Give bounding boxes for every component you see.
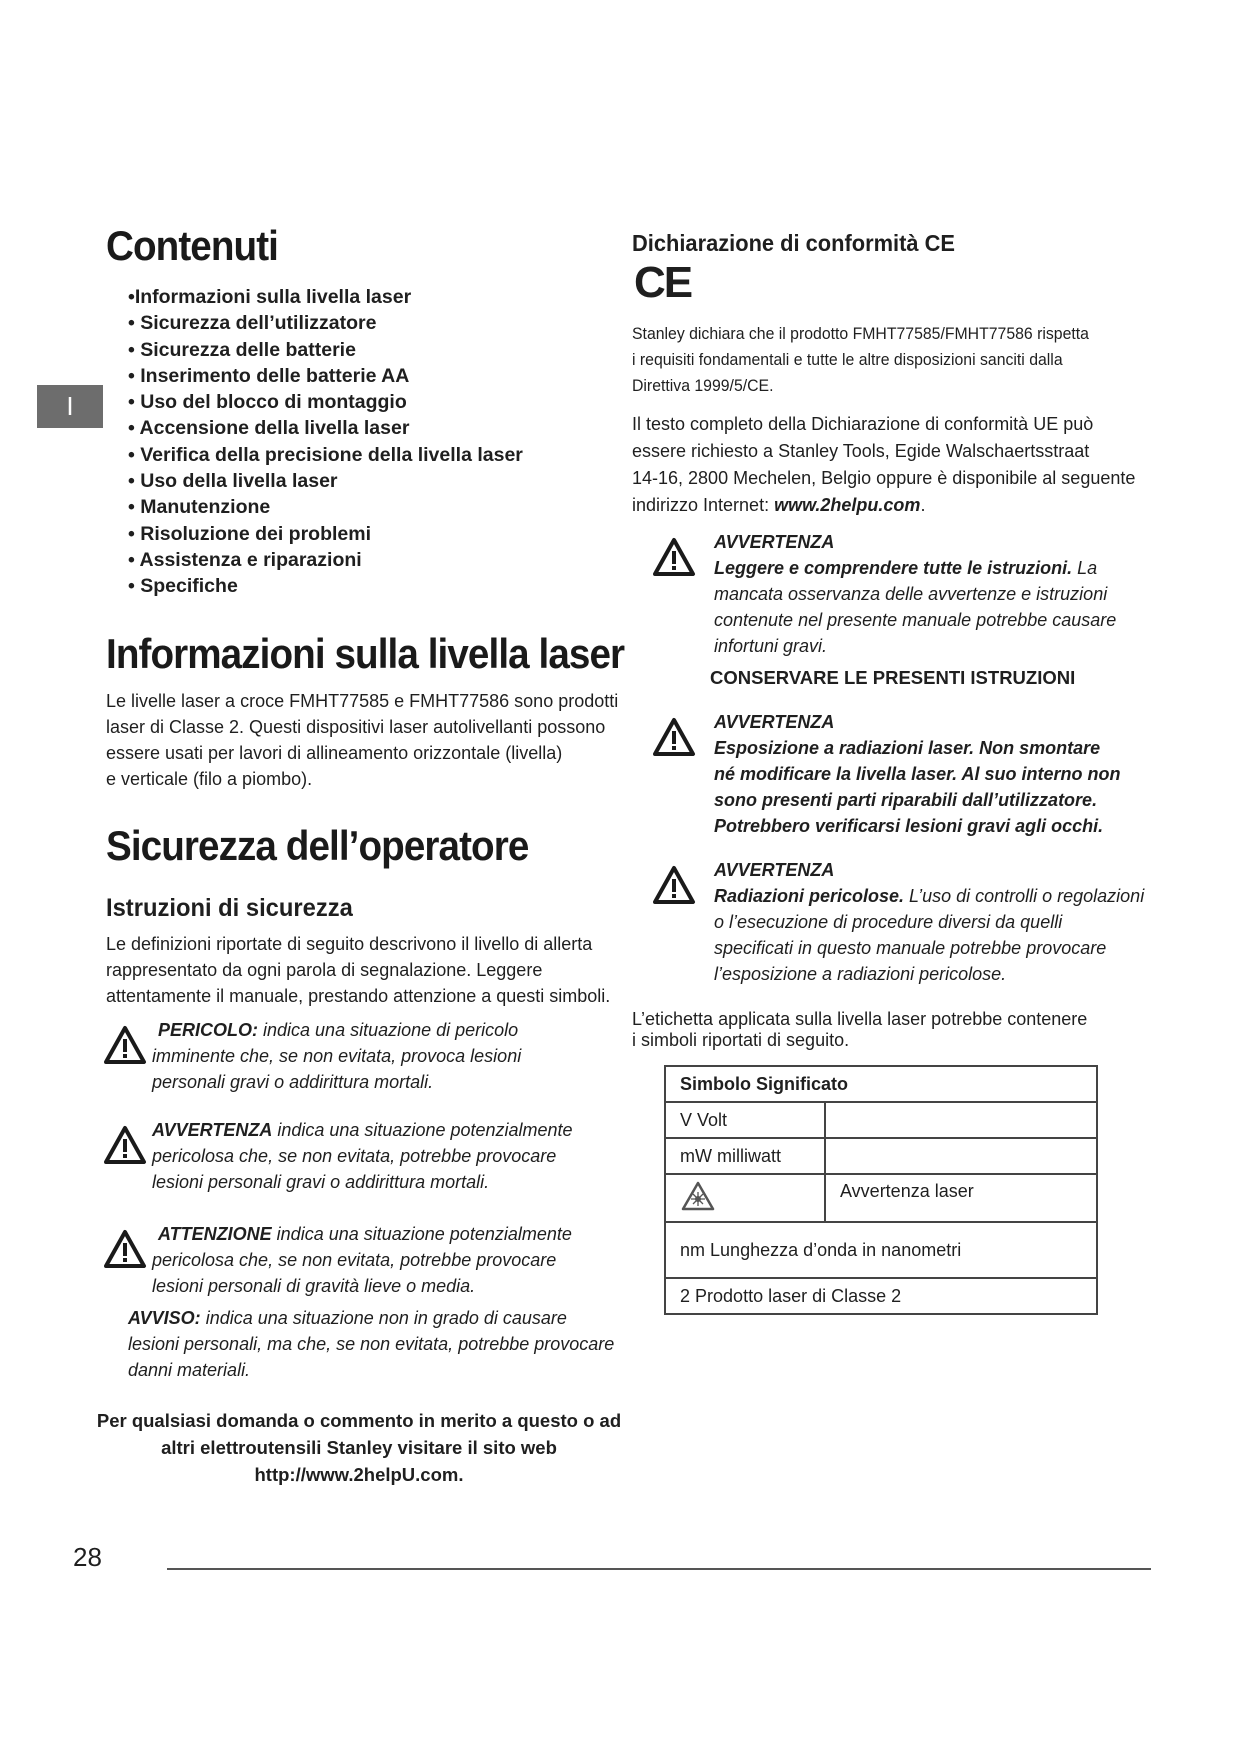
warning-triangle-icon: [652, 865, 696, 905]
table-row: [665, 1174, 1097, 1222]
contents-item[interactable]: • Uso del blocco di montaggio: [128, 391, 407, 414]
contents-item[interactable]: • Sicurezza delle batterie: [128, 338, 356, 361]
keep-instructions-notice: CONSERVARE LE PRESENTI ISTRUZIONI: [710, 667, 1076, 688]
attenzione-text: indica una situazione potenzialmente: [271, 1223, 572, 1244]
meaning-cell: Volt: [697, 1109, 728, 1130]
ce-mark-icon: CE: [634, 258, 692, 307]
contents-item[interactable]: • Uso della livella laser: [128, 470, 338, 493]
label-description: [632, 1009, 1152, 1051]
info-line: Le livelle laser a croce FMHT77585 e FMHT77586 sono prodotti: [106, 690, 619, 711]
warning-bold-text: né modificare la livella laser. Al suo interno non: [714, 764, 1121, 784]
warning-title: AVVERTENZA: [714, 860, 835, 880]
contents-item[interactable]: • Assistenza e riparazioni: [128, 548, 362, 571]
language-tab: I: [37, 385, 103, 428]
attenzione-text: lesioni personali di gravità lieve o media.: [152, 1275, 476, 1296]
attenzione-label: ATTENZIONE: [158, 1223, 272, 1244]
avvertenza-text: lesioni personali gravi o addirittura mortali.: [152, 1171, 490, 1192]
avviso-text: indica una situazione non in grado di causare: [200, 1307, 567, 1328]
warning-triangle-icon: [652, 717, 696, 757]
table-header: Simbolo Significato: [665, 1066, 1097, 1102]
symbol-cell: V: [680, 1109, 693, 1130]
avviso-definition: [128, 1305, 626, 1383]
warning-text: contenute nel presente manuale potrebbe causare: [714, 610, 1117, 630]
safety-intro-paragraph: [106, 931, 626, 1009]
warning-triangle-icon: [103, 1125, 147, 1165]
warning-text: mancata osservanza delle avvertenze e istruzioni: [714, 584, 1108, 604]
info-title: Informazioni sulla livella laser: [106, 629, 625, 677]
contents-item[interactable]: • Inserimento delle batterie AA: [128, 364, 410, 387]
warning-triangle-icon: [103, 1025, 147, 1065]
right-column: [632, 230, 1152, 1315]
avviso-text: lesioni personali, ma che, se non evitata, potrebbe provocare: [128, 1333, 615, 1354]
ce-paragraph-2: Il testo completo della Dichiarazione di conformità UE può essere richiesto a Stanley Tools, Egide Walschaertsstraat 14-16, 2800 Mechelen, Belgio oppure è disponibile al seguente indirizzo Internet: www.2helpu.com.: [632, 411, 1152, 519]
warning-bold-text: Potrebbero verificarsi lesioni gravi agli occhi.: [714, 816, 1104, 836]
symbol-cell: nm: [680, 1240, 706, 1260]
warning-laser-exposure: [632, 709, 1152, 839]
warning-text: l’esposizione a radiazioni pericolose.: [714, 964, 1007, 984]
label-line: i simboli riportati di seguito.: [632, 1030, 850, 1050]
ce-line: 14-16, 2800 Mechelen, Belgio oppure è disponibile al seguente: [632, 468, 1136, 488]
attenzione-definition: [86, 1221, 606, 1299]
pericolo-text: imminente che, se non evitata, provoca lesioni: [152, 1045, 522, 1066]
contact-info: [92, 1407, 626, 1488]
left-column: [96, 222, 626, 1488]
laser-warning-icon: [680, 1180, 716, 1212]
avvertenza-text: indica una situazione potenzialmente: [272, 1119, 573, 1140]
ce-line: Il testo completo della Dichiarazione di conformità UE può: [632, 414, 1094, 434]
table-row: [665, 1278, 1097, 1314]
warning-bold-text: Radiazioni pericolose.: [714, 886, 905, 906]
avviso-text: danni materiali.: [128, 1359, 251, 1380]
table-row: [665, 1102, 1097, 1138]
contents-item[interactable]: • Sicurezza dell’utilizzatore: [128, 312, 377, 335]
warning-title: AVVERTENZA: [714, 532, 835, 552]
pericolo-text: personali gravi o addirittura mortali.: [152, 1071, 434, 1092]
safety-intro-line: Le definizioni riportate di seguito descrivono il livello di allerta: [106, 933, 593, 954]
info-paragraph: [106, 688, 626, 792]
contact-url-link[interactable]: http://www.2helpU.com.: [254, 1463, 464, 1485]
operator-title: Sicurezza dell’operatore: [106, 821, 529, 869]
ce-line: i requisiti fondamentali e tutte le altre disposizioni sanciti dalla: [632, 350, 1063, 369]
ce-line: Stanley dichiara che il prodotto FMHT77585/FMHT77586 rispetta: [632, 324, 1089, 343]
warning-text: La: [1072, 558, 1098, 578]
table-header-row: [665, 1066, 1097, 1102]
info-line: e verticale (filo a piombo).: [106, 768, 313, 789]
pericolo-text: indica una situazione di pericolo: [258, 1019, 519, 1040]
symbols-table: [664, 1065, 1098, 1315]
warning-instructions: [632, 529, 1152, 659]
avviso-label: AVVISO:: [128, 1307, 201, 1328]
page-number: 28: [73, 1542, 102, 1572]
table-row: [665, 1222, 1097, 1278]
warning-triangle-icon: [103, 1229, 147, 1269]
symbol-cell: 2: [680, 1285, 691, 1306]
avvertenza-label: AVVERTENZA: [152, 1119, 273, 1140]
warning-triangle-icon: [652, 537, 696, 577]
contents-title: Contenuti: [106, 222, 278, 269]
info-line: laser di Classe 2. Questi dispositivi laser autolivellanti possono: [106, 716, 606, 737]
contents-item[interactable]: • Specifiche: [128, 575, 238, 598]
contents-list: [128, 284, 626, 600]
contents-item[interactable]: • Risoluzione dei problemi: [128, 522, 372, 545]
warning-bold-text: sono presenti parti riparabili dall’utilizzatore.: [714, 790, 1098, 810]
safety-instructions-subtitle: Istruzioni di sicurezza: [106, 893, 353, 922]
warning-bold-text: Esposizione a radiazioni laser. Non smontare: [714, 738, 1101, 758]
ce-paragraph-1: [632, 321, 1116, 399]
meaning-cell: Prodotto laser di Classe 2: [695, 1285, 902, 1306]
ce-declaration-title: Dichiarazione di conformità CE: [632, 230, 955, 256]
ce-line: essere richiesto a Stanley Tools, Egide Walschaertsstraat: [632, 441, 1090, 461]
warning-text: o l’esecuzione di procedure diversi da quelli: [714, 912, 1063, 932]
footer-divider: [167, 1568, 1151, 1570]
pericolo-label: PERICOLO:: [158, 1019, 259, 1040]
safety-intro-line: rappresentato da ogni parola di segnalazione. Leggere: [106, 959, 543, 980]
warning-hazardous-radiation: [632, 857, 1152, 987]
meaning-cell: Lunghezza d’onda in nanometri: [710, 1240, 962, 1260]
warning-text: L’uso di controlli o regolazioni: [904, 886, 1145, 906]
avvertenza-definition: [86, 1117, 606, 1195]
ce-line: indirizzo Internet:: [632, 495, 775, 515]
meaning-cell: Avvertenza laser: [825, 1174, 1097, 1222]
warning-text: specificati in questo manuale potrebbe provocare: [714, 938, 1107, 958]
warning-text: infortuni gravi.: [714, 636, 828, 656]
warning-bold-text: Leggere e comprendere tutte le istruzioni.: [714, 558, 1073, 578]
contents-item[interactable]: • Verifica della precisione della livella laser: [128, 443, 523, 466]
warning-title: AVVERTENZA: [714, 712, 835, 732]
contents-item[interactable]: • Accensione della livella laser: [128, 417, 410, 440]
contact-line: Per qualsiasi domanda o commento in merito a questo o ad: [96, 1409, 622, 1431]
contents-item[interactable]: • Manutenzione: [128, 496, 271, 519]
pericolo-definition: [86, 1017, 606, 1095]
table-row: [665, 1138, 1097, 1174]
contact-line: altri elettroutensili Stanley visitare il sito web: [161, 1436, 557, 1458]
meaning-cell: milliwatt: [717, 1145, 782, 1166]
ce-line: Direttiva 1999/5/CE.: [632, 376, 774, 395]
safety-intro-line: attentamente il manuale, prestando attenzione a questi simboli.: [106, 985, 611, 1006]
label-line: L’etichetta applicata sulla livella laser potrebbe contenere: [632, 1009, 1088, 1029]
avvertenza-text: pericolosa che, se non evitata, potrebbe provocare: [152, 1145, 557, 1166]
info-line: essere usati per lavori di allineamento orizzontale (livella): [106, 742, 563, 763]
contents-item[interactable]: •Informazioni sulla livella laser: [128, 286, 412, 308]
attenzione-text: pericolosa che, se non evitata, potrebbe provocare: [152, 1249, 557, 1270]
ce-url-link[interactable]: www.2helpu.com: [774, 495, 921, 515]
symbol-cell: mW: [680, 1145, 712, 1166]
